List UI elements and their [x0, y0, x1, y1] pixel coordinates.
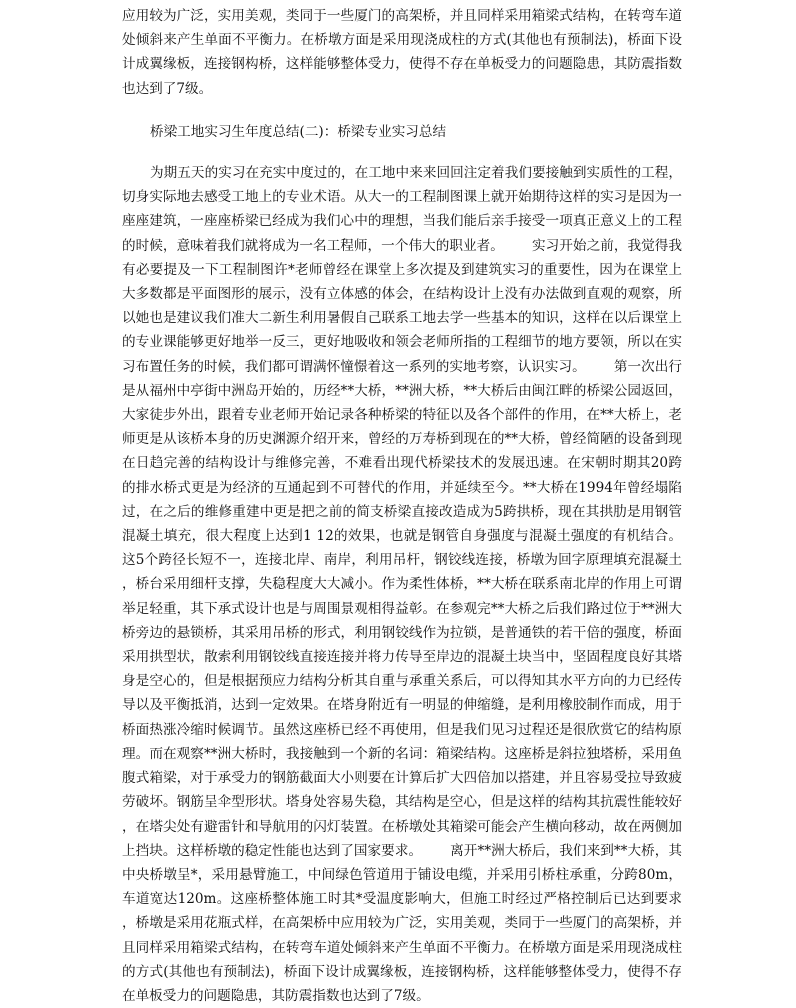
- body-text-part-3: 第一次出行是从福州中亭街中洲岛开始的，历经**大桥，**洲大桥，**大桥后由闽江畔的桥梁公园返回，大家徒步外出，跟着专业老师开始记录各种桥梁的特征以及各个部件的作用，在**大桥上，老师更是从该桥本身的历史渊源介绍开来，曾经的万寿桥到现在的**大桥，曾经简陋的设备到现在日趋完善的结构设计与维修完善，不难看出现代桥梁技术的发展迅速。在宋朝时期其20跨的排水桥式更是为经济的互通起到不可替代的作用，并延续至今。**大桥在1994年曾经塌陷过，在之后的维修重建中更是把之前的简支桥梁直接改造成为5跨拱桥，现在其拱肋是用钢管混凝土填充，很大程度上达到1 12的效果，也就是钢管自身强度与混凝土强度的有机结合。这5个跨径长短不一，连接北岸、南岸，利用吊杆，钢铰线连接，桥墩为回字原理填充混凝土，桥台采用细杆支撑，失稳程度大大减小。作为柔性体桥，**大桥在联系南北岸的作用上可谓举足轻重，其下承式设计也是与周围景观相得益彰。在参观完**大桥之后我们路过位于**洲大桥旁边的悬锁桥，其采用吊桥的形式，利用钢铰线作为拉锁，是普通铁的若干倍的强度，桥面采用拱型状，散索利用钢铰线直接连接并将力传导至岸边的混凝土块当中，坚固程度良好其塔身是空心的，但是根据预应力结构分析其自重与承重关系后，可以得知其水平方向的力已经传导以及平衡抵消，达到一定效果。在塔身附近有一明显的伸缩缝，是利用橡胶制作而成，用于桥面热涨冷缩时候调节。虽然这座桥已经不再使用，但是我们见习过程还是很欣赏它的结构原理。而在观察**洲大桥时，我接触到一个新的名词：箱梁结构。这座桥是斜拉独塔桥，采用鱼腹式箱梁，对于承受力的钢筋截面大小则要在计算后扩大四倍加以搭建，并且容易受拉导致疲劳破坏。钢筋呈伞型形状。塔身处容易失稳，其结构是空心，但是这样的结构其抗震性能较好，在塔尖处有避雷针和导航用的闪灯装置。在桥墩处其箱梁可能会产生横向移动，故在两侧加上挡块。这样桥墩的稳定性能也达到了国家要求。: [122, 358, 683, 859]
- body-text-part-2: 实习开始之前，我觉得我有必要提及一下工程制图许*老师曾经在课堂上多次提及到建筑实习的重要性，因为在课堂上大多数都是平面图形的展示，没有立体感的体会，在结构设计上没有办法做到直观的观察，所以她也是建议我们准大二新生利用暑假自己联系工地去学一些基本的知识，这样在以后课堂上的专业课能够更好地举一反三，更好地吸收和领会老师所指的工程细节的地方要领，所以在实习布置任务的时候，我们都可谓满怀憧憬着这一系列的实地考察，认识实习。: [122, 237, 683, 375]
- body-text-part-1: 为期五天的实习在充实中度过的，在工地中来来回回注定着我们要接触到实质性的工程，切身实际地去感受工地上的专业术语。从大一的工程制图课上就开始期待这样的实习是因为一座座建筑，一座座桥梁已经成为我们心中的理想，当我们能后亲手接受一项真正意义上的工程的时候，意味着我们就将成为一名工程师，一个伟大的职业者。: [122, 165, 682, 254]
- document-page: [122, 4, 682, 1008]
- intro-paragraph: 应用较为广泛，实用美观，类同于一些厦门的高架桥，并且同样采用箱梁式结构，在转弯车道处倾斜来产生单面不平衡力。在桥墩方面是采用现浇成柱的方式(其他也有预制法)，桥面下设计成翼缘板，连接钢构桥，这样能够整体受力，使得不存在单板受力的问题隐患，其防震指数也达到了7级。: [122, 8, 682, 97]
- body-text-part-4: 离开**洲大桥后，我们来到**大桥，其中央桥墩呈*，采用悬臂施工，中间绿色管道用于铺设电缆，并采用引桥柱承重，分跨80m，车道宽达120m。这座桥整体施工时其*受温度影响大，但施工时经过严格控制后已达到要求，桥墩是采用花瓶式样，在高架桥中应用较为广泛，实用美观，类同于一些厦门的高架桥，并且同样采用箱梁式结构，在转弯车道处倾斜来产生单面不平衡力。在桥墩方面是采用现浇成柱的方式(其他也有预制法)，桥面下设计成翼缘板，连接钢构桥，这样能够整体受力，使得不存在单板受力的问题隐患，其防震指数也达到了7级。: [122, 842, 683, 1004]
- body-paragraph: [122, 161, 682, 1008]
- section-title: 桥梁工地实习生年度总结(二)：桥梁专业实习总结: [150, 123, 447, 140]
